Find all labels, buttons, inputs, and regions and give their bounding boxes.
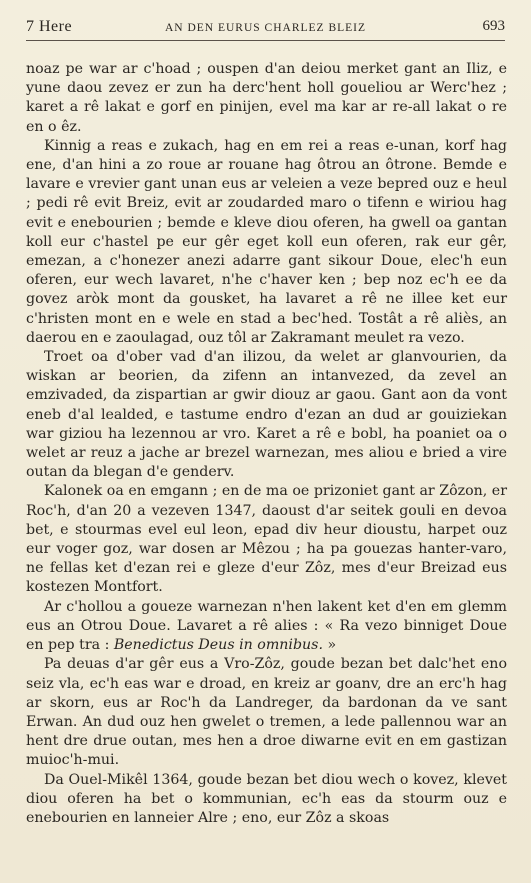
latin-quote: Benedictus Deus in omnibus. [113, 637, 323, 654]
running-title: AN DEN EURUS CHARLEZ BLEIZ [164, 22, 367, 34]
paragraph: Da Ouel-Mikêl 1364, goude bezan bet diou wech o kovez, klevet diou oferen ha bet o kommunian, ec'h eas da stourm ouz e enebourien en lanneier Alre ; eno, eur Zôz a skoas [26, 771, 507, 826]
paragraph: Ar c'hollou a goueze warnezan n'hen lakent ket d'en em glemm eus an Otrou Doue. Lavaret a rê alies : « Ra vezo binniget Doue en pep tra : Benedictus Deus in omnibus. » [26, 598, 507, 654]
page-number: 693 [482, 18, 505, 34]
signature-mark: 7 Here [26, 18, 73, 35]
paragraph: noaz pe war ar c'hoad ; ouspen d'an deiou merket gant an Iliz, e yune daou zevez er zun ha derc'hent holl goueliou ar Werc'hez ; karet a rê lakat e gorf en pinijen, evel ma kar ar re-all lakat o re en o êz. [26, 61, 507, 135]
paragraph: Kinnig a reas e zukach, hag en em rei a reas e-unan, korf hag ene, d'an hini a zo roue ar rouane hag ôtrou an ôtrone. Bemde e lavare e vrevier gant unan eus ar veleien a veze bepred ouz e heul ; pedi rê evit Breiz, evit ar zoudarded maro o tifenn e wiriou hag evit e enebourien ; bemde e kleve diou oferen, ha gwell oa gantan koll eur c'hastel pe eur gêr eget koll eun oferen, rak eur gêr, emezan, a c'honezer anezi adarre gant sikour Doue, elec'h eun oferen, eur wech lavaret, n'he c'haver ken ; bep noz ec'h ee da govez aròk mont da gousket, ha lavaret a rê ne illee ket eur c'hristen mont en e wele en stad a bec'hed. Tostât a rê aliès, an daerou en e zaoulagad, ouz tôl ar Zakramant meulet ra vezo. [26, 137, 507, 346]
paragraph: Kalonek oa en emgann ; en de ma oe prizoniet gant ar Zôzon, er Roc'h, d'an 20 a vezeven 1347, daoust d'ar seitek gouli en devoa bet, e stourmas evel eul leon, epad div heur dioustu, harpet ouz eur voger goz, war dosen ar Mêzou ; ha pa gouezas hanter-varo, ne fellas ket d'ezan rei e gleze d'eur Zôz, mes d'eur Breizad eus kostezen Montfort. [26, 483, 507, 596]
paragraph: Pa deuas d'ar gêr eus a Vro-Zôz, goude bezan bet dalc'het eno seiz vla, ec'h eas war e droad, en kreiz ar goanv, dre an erc'h hag ar skorn, eus ar Roc'h da Landreger, da bardonan da ve sant Erwan. An dud ouz hen gwelet o tremen, a lede pallennou war an hent dre drue outan, mes hen a droe diwarne evit en em gastizan muioc'h-mui. [26, 656, 507, 769]
paragraph: Troet oa d'ober vad d'an ilizou, da welet ar glanvourien, da wiskan ar beorien, da zifenn an intanvezed, da zevel an emzivaded, da zispartian ar gwir diouz ar gaou. Gant aon da vont eneb d'al lealded, e tastume endro d'ezan an dud ar gouiziekan war giziou ha lezennou ar vro. Karet a rê e bobl, ha poaniet oa o welet ar reuz a jache ar brezel warnezan, mes aliou e bried a vire outan da blegan d'e genderv. [26, 349, 507, 481]
running-head [26, 18, 505, 41]
body-text [26, 60, 507, 828]
